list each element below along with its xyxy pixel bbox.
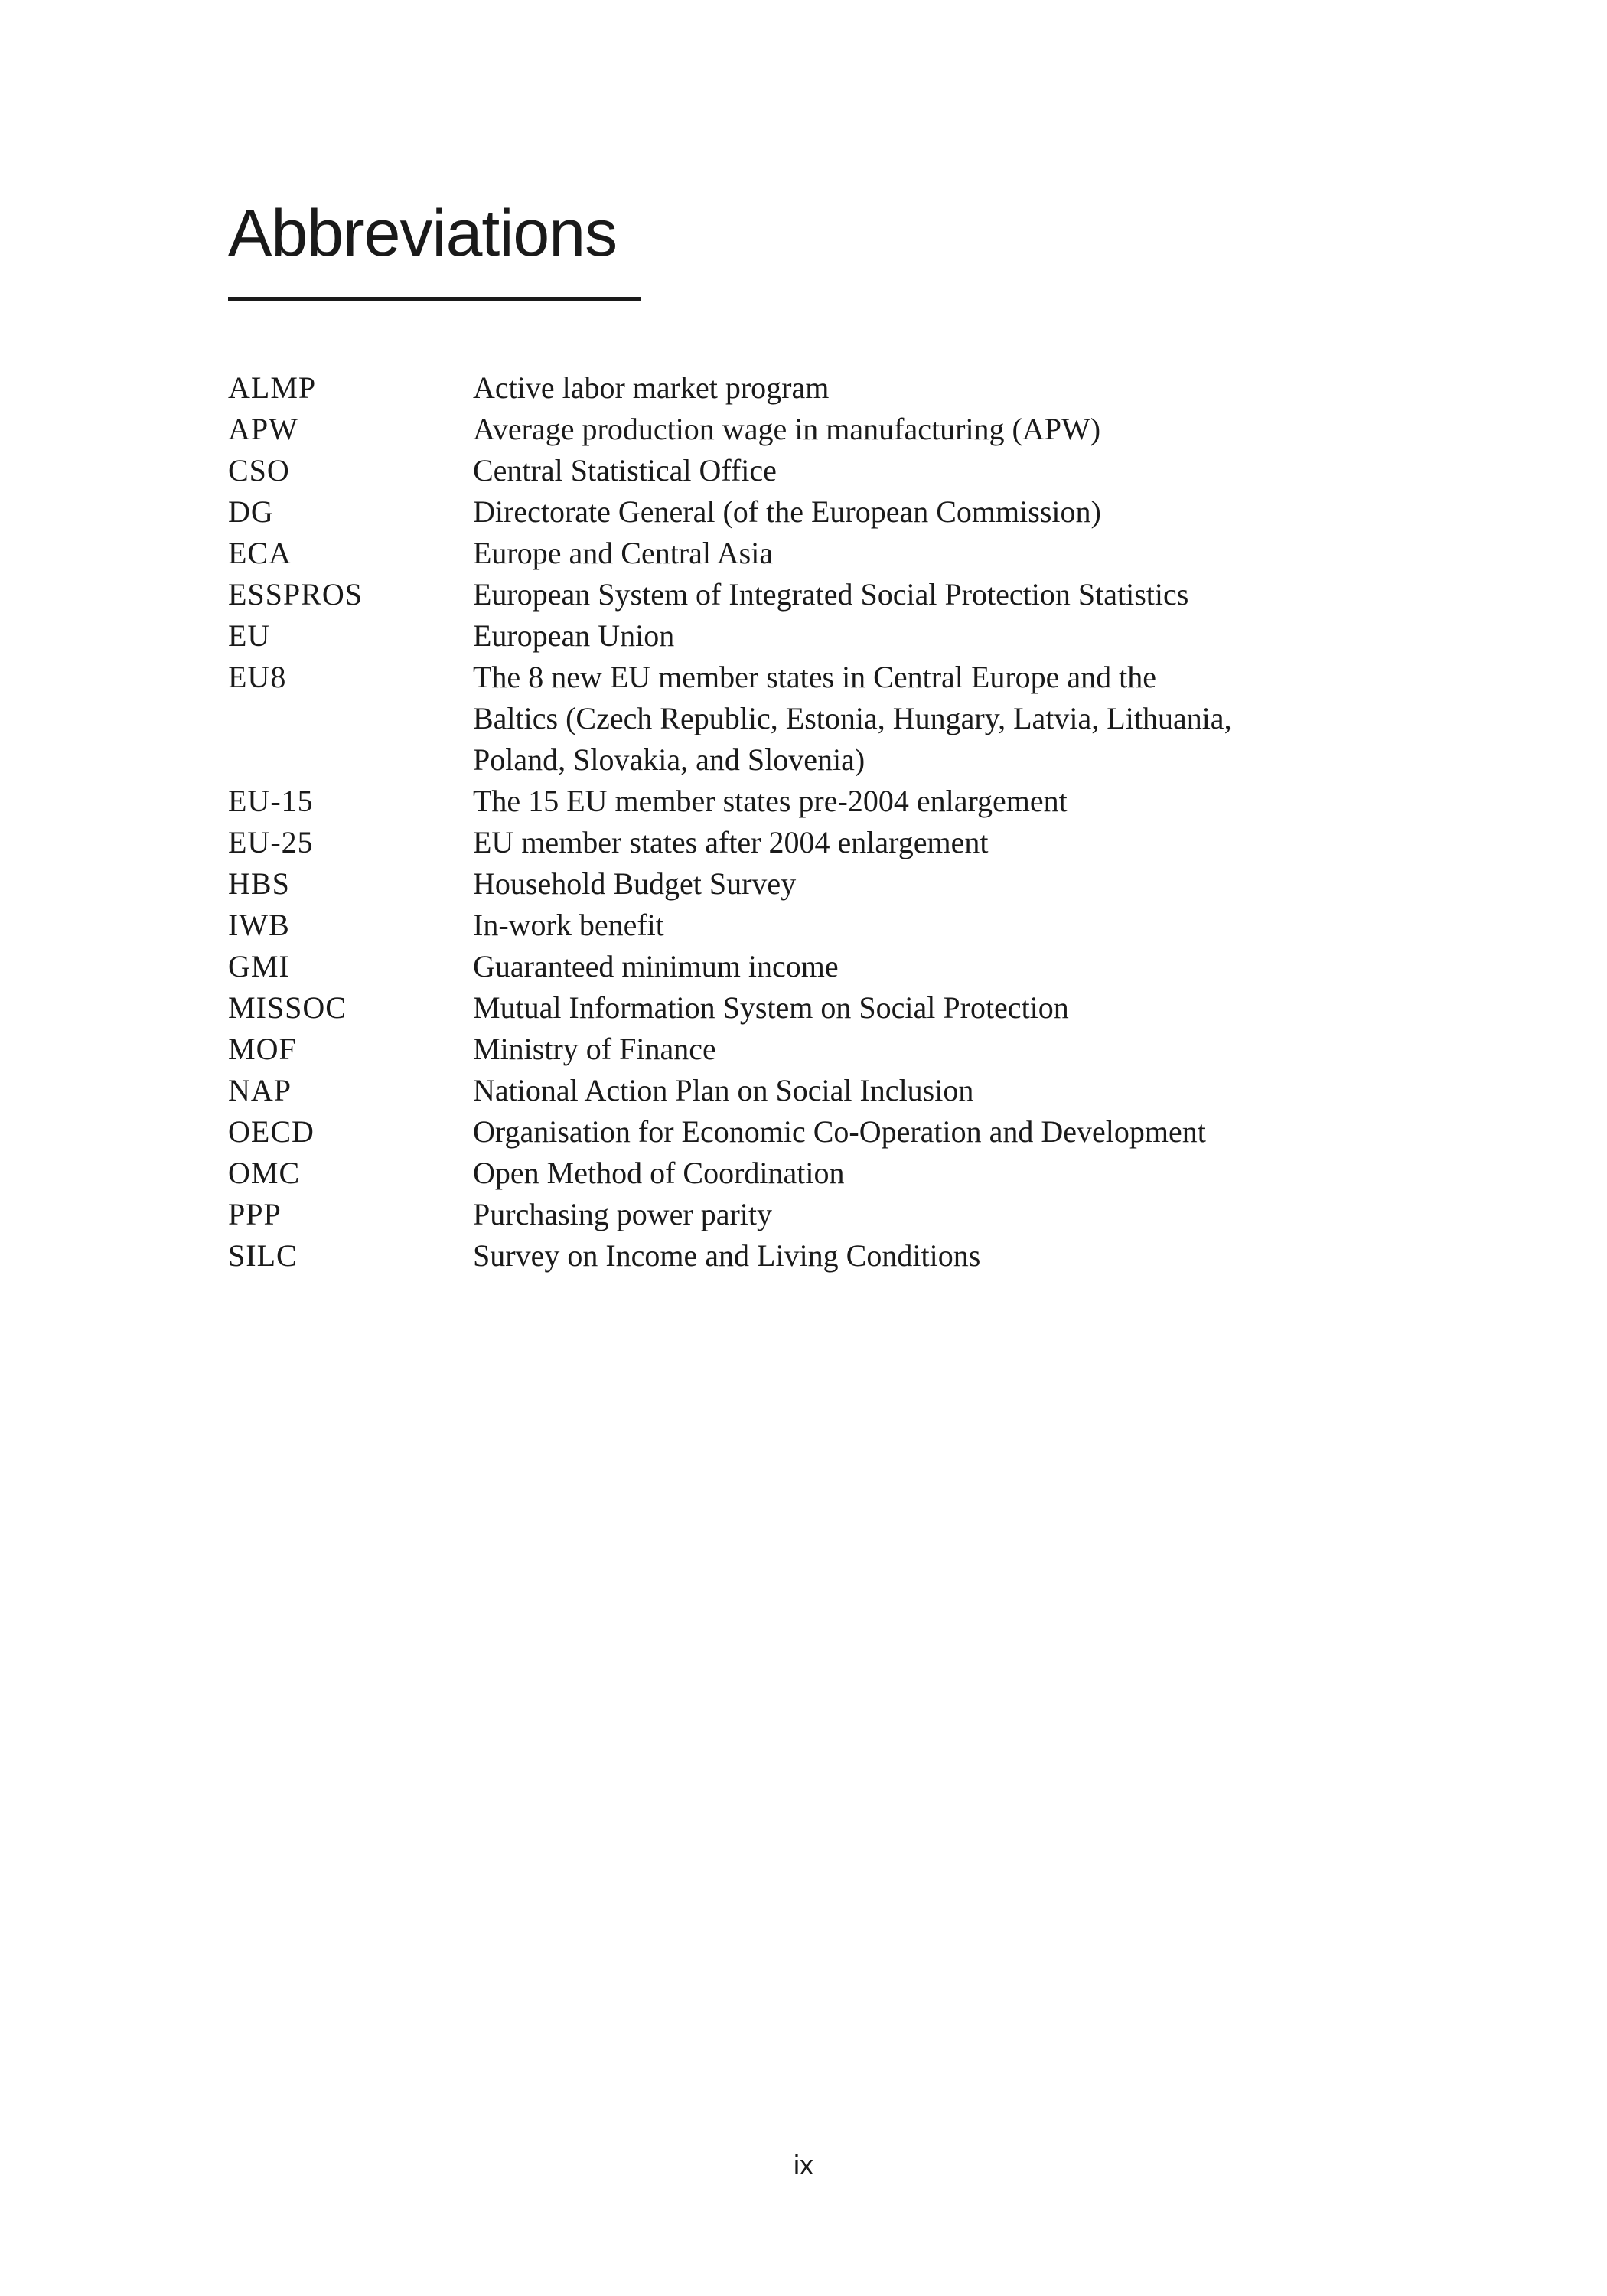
abbreviation-term: SILC — [228, 1238, 298, 1273]
abbreviation-definition — [473, 491, 1338, 533]
abbreviation-definition — [473, 574, 1338, 615]
abbreviation-row — [228, 1235, 1338, 1277]
abbreviation-row — [228, 367, 1338, 409]
abbreviation-row — [228, 822, 1338, 863]
abbreviation-definition — [473, 1111, 1338, 1153]
definition-line: Directorate General (of the European Commission) — [473, 494, 1101, 529]
definition-line: Mutual Information System on Social Protection — [473, 990, 1069, 1025]
abbreviation-row — [228, 409, 1338, 450]
abbreviation-definition — [473, 409, 1338, 450]
abbreviation-row — [228, 450, 1338, 491]
abbreviation-term: MOF — [228, 1032, 297, 1066]
abbreviation-term: IWB — [228, 908, 290, 942]
definition-line: Purchasing power parity — [473, 1197, 773, 1231]
abbreviation-row — [228, 946, 1338, 987]
abbreviation-term: EU — [228, 618, 271, 653]
abbreviation-row — [228, 1111, 1338, 1153]
abbreviation-term: APW — [228, 412, 298, 446]
title-underline — [228, 297, 641, 301]
abbreviation-row — [228, 781, 1338, 822]
abbreviation-term: ESSPROS — [228, 577, 363, 612]
abbreviation-term: NAP — [228, 1073, 292, 1107]
abbreviation-term: ECA — [228, 536, 292, 570]
definition-line: Average production wage in manufacturing (APW) — [473, 412, 1101, 446]
abbreviation-term: GMI — [228, 949, 290, 983]
abbreviation-definition — [473, 1070, 1338, 1111]
definition-line: Ministry of Finance — [473, 1032, 716, 1066]
abbreviation-term: DG — [228, 494, 274, 529]
definition-line: European System of Integrated Social Protection Statistics — [473, 577, 1189, 612]
abbreviation-term: MISSOC — [228, 990, 347, 1025]
abbreviation-definition — [473, 1153, 1338, 1194]
page-title: Abbreviations — [228, 197, 618, 270]
abbreviation-definition — [473, 450, 1338, 491]
definition-line: The 15 EU member states pre-2004 enlargement — [473, 784, 1068, 818]
definition-line: Central Statistical Office — [473, 453, 777, 488]
abbreviation-definition — [473, 946, 1338, 987]
abbreviation-row — [228, 491, 1338, 533]
definition-line: National Action Plan on Social Inclusion — [473, 1073, 974, 1107]
abbreviation-definition — [473, 615, 1338, 657]
abbreviation-term: OMC — [228, 1156, 301, 1190]
abbreviation-term: EU8 — [228, 660, 287, 694]
definition-line: European Union — [473, 618, 675, 653]
abbreviation-term: CSO — [228, 453, 290, 488]
definition-line: Household Budget Survey — [473, 866, 797, 901]
definition-line: Guaranteed minimum income — [473, 949, 839, 983]
definition-line: Open Method of Coordination — [473, 1156, 845, 1190]
definition-line: In-work benefit — [473, 908, 664, 942]
definition-line: The 8 new EU member states in Central Europe and the — [473, 660, 1157, 694]
abbreviation-definition — [473, 533, 1338, 574]
definition-line: Active labor market program — [473, 370, 830, 405]
abbreviation-row — [228, 533, 1338, 574]
abbreviation-definition — [473, 781, 1338, 822]
abbreviation-definition — [473, 863, 1338, 905]
abbreviation-row — [228, 863, 1338, 905]
definition-line: Organisation for Economic Co-Operation and Development — [473, 1114, 1206, 1149]
abbreviation-definition — [473, 1194, 1338, 1235]
definition-line: Europe and Central Asia — [473, 536, 774, 570]
abbreviation-term: EU-15 — [228, 784, 314, 818]
abbreviation-definition — [473, 905, 1338, 946]
abbreviation-row — [228, 574, 1338, 615]
abbreviation-definition — [473, 822, 1338, 863]
abbreviation-definition — [473, 657, 1338, 781]
definition-line: Survey on Income and Living Conditions — [473, 1238, 981, 1273]
abbreviations-list — [228, 367, 1338, 1277]
abbreviation-row — [228, 1194, 1338, 1235]
abbreviation-definition — [473, 1235, 1338, 1277]
abbreviation-row — [228, 1070, 1338, 1111]
abbreviation-term: OECD — [228, 1114, 315, 1149]
abbreviation-definition — [473, 987, 1338, 1029]
abbreviation-term: EU-25 — [228, 825, 314, 859]
abbreviation-term: PPP — [228, 1197, 282, 1231]
abbreviation-row — [228, 657, 1338, 781]
abbreviation-term: HBS — [228, 866, 290, 901]
definition-line: Baltics (Czech Republic, Estonia, Hungary, Latvia, Lithuania, — [473, 701, 1232, 735]
definition-line: Poland, Slovakia, and Slovenia) — [473, 742, 865, 777]
definition-line: EU member states after 2004 enlargement — [473, 825, 989, 859]
abbreviation-row — [228, 1153, 1338, 1194]
page-number: ix — [794, 2149, 813, 2180]
abbreviation-row — [228, 615, 1338, 657]
abbreviation-definition — [473, 1029, 1338, 1070]
abbreviation-row — [228, 905, 1338, 946]
abbreviation-term: ALMP — [228, 370, 317, 405]
abbreviation-row — [228, 987, 1338, 1029]
abbreviation-definition — [473, 367, 1338, 409]
abbreviation-row — [228, 1029, 1338, 1070]
